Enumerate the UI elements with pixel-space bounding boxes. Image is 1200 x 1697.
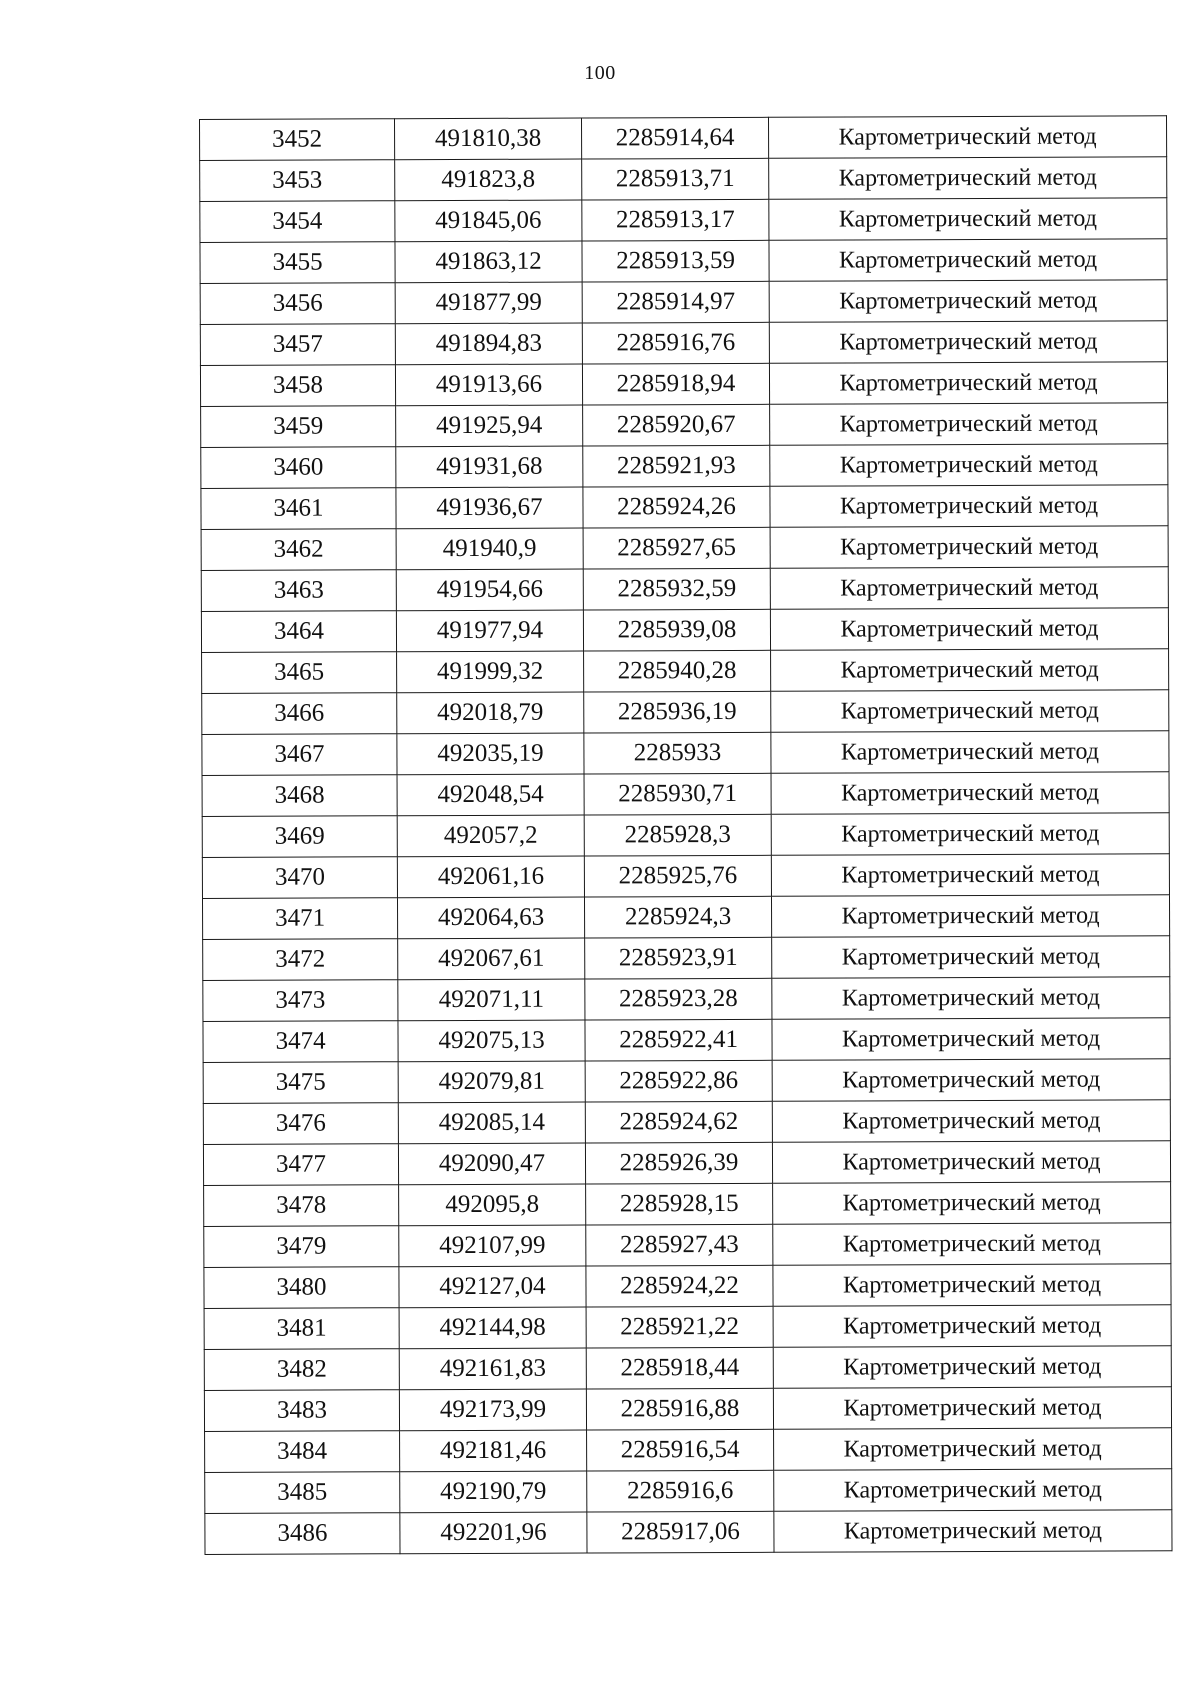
y-coordinate-cell: 2285923,91 (585, 937, 772, 979)
x-coordinate-cell: 491845,06 (395, 200, 582, 242)
table-row (200, 239, 1167, 284)
point-number-cell: 3476 (203, 1103, 398, 1145)
y-coordinate-cell: 2285939,08 (583, 609, 770, 651)
method-cell: Картометрический метод (771, 854, 1169, 897)
method-cell: Картометрический метод (770, 608, 1168, 651)
y-coordinate-cell: 2285916,76 (582, 322, 769, 364)
method-cell: Картометрический метод (771, 649, 1169, 692)
method-cell: Картометрический метод (770, 567, 1168, 610)
x-coordinate-cell: 492190,79 (400, 1471, 587, 1513)
point-number-cell: 3472 (203, 939, 398, 981)
point-number-cell: 3484 (205, 1431, 400, 1473)
table-row (200, 198, 1167, 243)
point-number-cell: 3485 (205, 1472, 400, 1514)
method-cell: Картометрический метод (773, 1223, 1171, 1266)
table-row (202, 772, 1169, 817)
method-cell: Картометрический метод (769, 321, 1167, 364)
x-coordinate-cell: 492061,16 (397, 856, 584, 898)
method-cell: Картометрический метод (772, 1100, 1170, 1143)
x-coordinate-cell: 491877,99 (395, 282, 582, 324)
table-row (202, 731, 1169, 776)
table-row (203, 1059, 1170, 1104)
point-number-cell: 3478 (204, 1185, 399, 1227)
y-coordinate-cell: 2285913,71 (582, 158, 769, 200)
x-coordinate-cell: 491810,38 (395, 118, 582, 160)
y-coordinate-cell: 2285923,28 (585, 978, 772, 1020)
table-row (201, 526, 1168, 571)
x-coordinate-cell: 492201,96 (400, 1512, 587, 1554)
x-coordinate-cell: 492048,54 (397, 774, 584, 816)
table-row (200, 280, 1167, 325)
method-cell: Картометрический метод (771, 690, 1169, 733)
y-coordinate-cell: 2285917,06 (587, 1511, 774, 1553)
method-cell: Картометрический метод (771, 813, 1169, 856)
method-cell: Картометрический метод (773, 1264, 1171, 1307)
table-row (201, 567, 1168, 612)
method-cell: Картометрический метод (771, 895, 1169, 938)
point-number-cell: 3486 (205, 1513, 400, 1555)
x-coordinate-cell: 492181,46 (400, 1430, 587, 1472)
method-cell: Картометрический метод (774, 1428, 1172, 1471)
x-coordinate-cell: 492071,11 (398, 979, 585, 1021)
point-number-cell: 3464 (201, 611, 396, 653)
table-row (201, 485, 1168, 530)
x-coordinate-cell: 491931,68 (396, 446, 583, 488)
y-coordinate-cell: 2285932,59 (583, 568, 770, 610)
point-number-cell: 3474 (203, 1021, 398, 1063)
y-coordinate-cell: 2285913,17 (582, 199, 769, 241)
y-coordinate-cell: 2285926,39 (585, 1142, 772, 1184)
y-coordinate-cell: 2285921,93 (583, 445, 770, 487)
point-number-cell: 3483 (204, 1390, 399, 1432)
y-coordinate-cell: 2285914,97 (582, 281, 769, 323)
y-coordinate-cell: 2285927,43 (586, 1224, 773, 1266)
table-row (204, 1264, 1171, 1309)
method-cell: Картометрический метод (769, 239, 1167, 282)
table-row (202, 854, 1169, 899)
coordinates-table (199, 115, 1173, 1555)
table-row (203, 1141, 1170, 1186)
x-coordinate-cell: 492107,99 (399, 1225, 586, 1267)
y-coordinate-cell: 2285930,71 (584, 773, 771, 815)
point-number-cell: 3469 (202, 816, 397, 858)
y-coordinate-cell: 2285936,19 (584, 691, 771, 733)
x-coordinate-cell: 492075,13 (398, 1020, 585, 1062)
y-coordinate-cell: 2285928,3 (584, 814, 771, 856)
x-coordinate-cell: 492018,79 (397, 692, 584, 734)
point-number-cell: 3482 (204, 1349, 399, 1391)
method-cell: Картометрический метод (770, 526, 1168, 569)
point-number-cell: 3454 (200, 201, 395, 243)
method-cell: Картометрический метод (769, 362, 1167, 405)
x-coordinate-cell: 492127,04 (399, 1266, 586, 1308)
point-number-cell: 3461 (201, 488, 396, 530)
table-row (204, 1387, 1171, 1432)
y-coordinate-cell: 2285940,28 (584, 650, 771, 692)
point-number-cell: 3462 (201, 529, 396, 571)
point-number-cell: 3466 (202, 693, 397, 735)
table-row (203, 1100, 1170, 1145)
y-coordinate-cell: 2285927,65 (583, 527, 770, 569)
point-number-cell: 3455 (200, 242, 395, 284)
x-coordinate-cell: 491823,8 (395, 159, 582, 201)
x-coordinate-cell: 491954,66 (396, 569, 583, 611)
point-number-cell: 3460 (201, 447, 396, 489)
table-row (201, 403, 1168, 448)
method-cell: Картометрический метод (774, 1469, 1172, 1512)
point-number-cell: 3457 (200, 324, 395, 366)
point-number-cell: 3463 (201, 570, 396, 612)
method-cell: Картометрический метод (773, 1182, 1171, 1225)
table-row (201, 608, 1168, 653)
table-row (205, 1469, 1172, 1514)
method-cell: Картометрический метод (772, 977, 1170, 1020)
table-row (202, 895, 1169, 940)
page-number: 100 (584, 62, 616, 84)
x-coordinate-cell: 492095,8 (399, 1184, 586, 1226)
x-coordinate-cell: 491894,83 (395, 323, 582, 365)
table-row (200, 116, 1167, 161)
table-row (202, 690, 1169, 735)
y-coordinate-cell: 2285916,54 (587, 1429, 774, 1471)
y-coordinate-cell: 2285925,76 (584, 855, 771, 897)
table-row (204, 1223, 1171, 1268)
x-coordinate-cell: 491936,67 (396, 487, 583, 529)
point-number-cell: 3475 (203, 1062, 398, 1104)
y-coordinate-cell: 2285918,44 (586, 1347, 773, 1389)
method-cell: Картометрический метод (769, 157, 1167, 200)
method-cell: Картометрический метод (771, 772, 1169, 815)
x-coordinate-cell: 492079,81 (398, 1061, 585, 1103)
x-coordinate-cell: 492064,63 (397, 897, 584, 939)
table-row (201, 444, 1168, 489)
y-coordinate-cell: 2285913,59 (582, 240, 769, 282)
x-coordinate-cell: 492144,98 (399, 1307, 586, 1349)
method-cell: Картометрический метод (773, 1305, 1171, 1348)
x-coordinate-cell: 492173,99 (399, 1389, 586, 1431)
point-number-cell: 3468 (202, 775, 397, 817)
table-row (200, 157, 1167, 202)
method-cell: Картометрический метод (774, 1510, 1172, 1553)
point-number-cell: 3480 (204, 1267, 399, 1309)
point-number-cell: 3467 (202, 734, 397, 776)
table-row (202, 649, 1169, 694)
x-coordinate-cell: 491999,32 (397, 651, 584, 693)
y-coordinate-cell: 2285916,6 (587, 1470, 774, 1512)
point-number-cell: 3470 (202, 857, 397, 899)
table-row (204, 1182, 1171, 1227)
table-row (203, 977, 1170, 1022)
y-coordinate-cell: 2285924,22 (586, 1265, 773, 1307)
point-number-cell: 3477 (203, 1144, 398, 1186)
y-coordinate-cell: 2285924,26 (583, 486, 770, 528)
point-number-cell: 3465 (202, 652, 397, 694)
table-row (203, 1018, 1170, 1063)
y-coordinate-cell: 2285922,41 (585, 1019, 772, 1061)
method-cell: Картометрический метод (772, 1059, 1170, 1102)
table-row (205, 1510, 1172, 1555)
point-number-cell: 3479 (204, 1226, 399, 1268)
x-coordinate-cell: 491913,66 (395, 364, 582, 406)
point-number-cell: 3452 (200, 119, 395, 161)
method-cell: Картометрический метод (772, 1018, 1170, 1061)
method-cell: Картометрический метод (772, 1141, 1170, 1184)
point-number-cell: 3459 (201, 406, 396, 448)
y-coordinate-cell: 2285922,86 (585, 1060, 772, 1102)
x-coordinate-cell: 491863,12 (395, 241, 582, 283)
method-cell: Картометрический метод (772, 936, 1170, 979)
y-coordinate-cell: 2285924,3 (584, 896, 771, 938)
table-row (200, 321, 1167, 366)
method-cell: Картометрический метод (768, 116, 1166, 159)
method-cell: Картометрический метод (773, 1387, 1171, 1430)
y-coordinate-cell: 2285921,22 (586, 1306, 773, 1348)
point-number-cell: 3471 (202, 898, 397, 940)
table-row (200, 362, 1167, 407)
x-coordinate-cell: 492161,83 (399, 1348, 586, 1390)
method-cell: Картометрический метод (770, 444, 1168, 487)
table-body (200, 116, 1173, 1555)
x-coordinate-cell: 491940,9 (396, 528, 583, 570)
y-coordinate-cell: 2285918,94 (582, 363, 769, 405)
x-coordinate-cell: 492035,19 (397, 733, 584, 775)
y-coordinate-cell: 2285933 (584, 732, 771, 774)
method-cell: Картометрический метод (770, 403, 1168, 446)
x-coordinate-cell: 491977,94 (396, 610, 583, 652)
y-coordinate-cell: 2285928,15 (586, 1183, 773, 1225)
method-cell: Картометрический метод (770, 485, 1168, 528)
method-cell: Картометрический метод (771, 731, 1169, 774)
table-row (203, 936, 1170, 981)
x-coordinate-cell: 492067,61 (398, 938, 585, 980)
method-cell: Картометрический метод (769, 198, 1167, 241)
x-coordinate-cell: 492057,2 (397, 815, 584, 857)
point-number-cell: 3453 (200, 160, 395, 202)
x-coordinate-cell: 492090,47 (398, 1143, 585, 1185)
table-row (205, 1428, 1172, 1473)
point-number-cell: 3456 (200, 283, 395, 325)
x-coordinate-cell: 492085,14 (398, 1102, 585, 1144)
y-coordinate-cell: 2285924,62 (585, 1101, 772, 1143)
point-number-cell: 3481 (204, 1308, 399, 1350)
x-coordinate-cell: 491925,94 (396, 405, 583, 447)
point-number-cell: 3473 (203, 980, 398, 1022)
table-row (204, 1305, 1171, 1350)
method-cell: Картометрический метод (769, 280, 1167, 323)
y-coordinate-cell: 2285916,88 (586, 1388, 773, 1430)
y-coordinate-cell: 2285914,64 (581, 117, 768, 159)
point-number-cell: 3458 (200, 365, 395, 407)
method-cell: Картометрический метод (773, 1346, 1171, 1389)
y-coordinate-cell: 2285920,67 (583, 404, 770, 446)
table-row (202, 813, 1169, 858)
table-row (204, 1346, 1171, 1391)
